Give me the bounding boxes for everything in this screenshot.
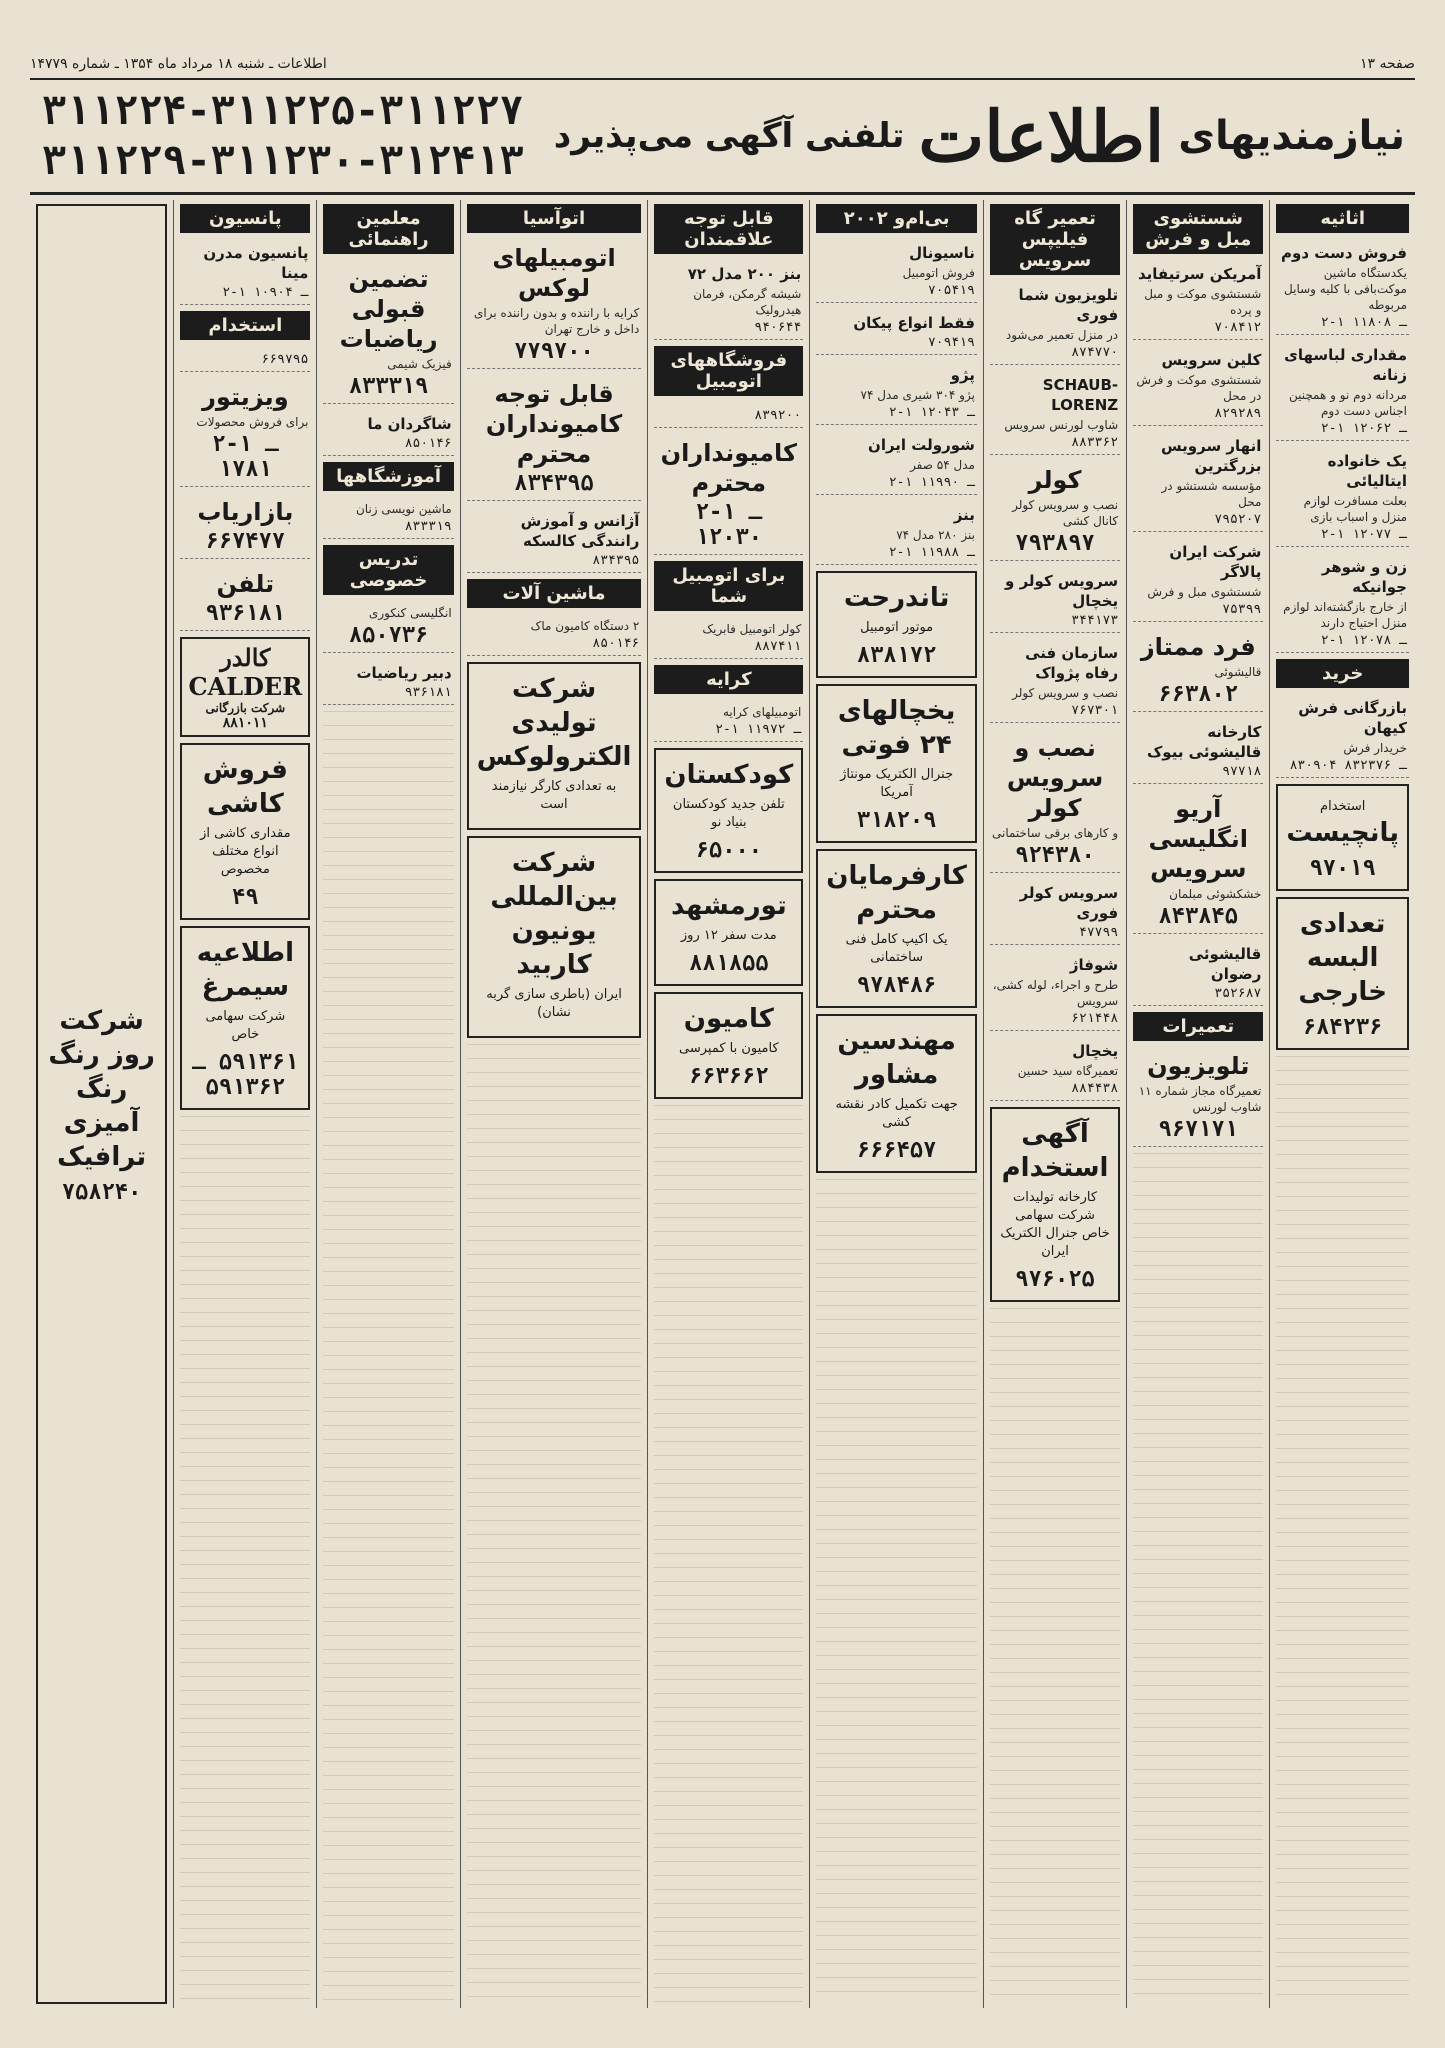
ad-title: بنز ۲۰۰ مدل ۷۲ — [687, 265, 802, 283]
calder-logo — [180, 637, 310, 737]
ad-phone: ۸۳۹۲۰۰ — [754, 408, 802, 423]
kodak-ad — [654, 748, 803, 873]
ad-title: کارخانه قالیشوئی بیوک — [1146, 723, 1262, 761]
classified-ad — [990, 1037, 1120, 1101]
banner-tagline: تلفنی آگهی می‌پذیرد — [553, 116, 905, 156]
classified-ad — [323, 601, 453, 653]
classified-ad — [1276, 553, 1409, 653]
ad-title: کودکستان — [664, 760, 794, 790]
ad-body: خریدار فرش — [1343, 741, 1407, 755]
classified-ad — [1276, 447, 1409, 547]
section-head: برای اتومبیل شما — [654, 561, 803, 611]
ad-phone: ۶۶۶۴۵۷ — [856, 1138, 937, 1163]
ad-phone: ۳۱۸۲۰۹ — [856, 808, 937, 833]
ad-body: یکدستگاه ماشین موکت‌بافی با کلیه وسایل مربوطه — [1284, 266, 1407, 312]
ad-body: مدت سفر ۱۲ روز — [680, 928, 777, 943]
ad-phone: ۴۹ — [232, 885, 259, 910]
ad-phone: ۲-۱ ـ ۱۱۹۷۲ — [715, 722, 802, 737]
ad-phone: ۸۸۷۴۱۱ — [754, 639, 802, 654]
ad-body: کامیون با کمپرسی — [679, 1041, 779, 1056]
ad-phone: ۸۳۳۳۱۹ — [348, 374, 429, 399]
phones-line-2: ۳۱۱۲۲۹-۳۱۱۲۳۰-۳۱۲۴۱۳ — [42, 138, 524, 184]
section-head: فروشگاههای اتومبیل — [654, 346, 803, 396]
column-9 — [30, 200, 173, 2008]
ad-body: شستشوی مبل و فرش — [1147, 585, 1262, 599]
ad-title: پانسیون مدرن مینا — [203, 244, 309, 282]
text-filler — [323, 711, 453, 2004]
section-head: تعمیر گاه فیلیپس سرویس — [990, 204, 1120, 275]
section-head: ماشین آلات — [467, 579, 642, 608]
ad-body: از خارج بازگشته‌اند لوازم منزل احتیاج دارند — [1283, 600, 1407, 630]
classified-ad — [1133, 790, 1263, 934]
classified-ad — [323, 410, 453, 456]
ad-title: فروش دست دوم — [1281, 244, 1407, 262]
ad-body: بعلت مسافرت لوازم منزل و اسباب بازی — [1303, 494, 1407, 524]
ad-title: آریو انگلیسی سرویس — [1148, 795, 1249, 883]
ad-phone: ۸۳۴۳۹۵ — [514, 471, 594, 496]
ad-phone: ۹۲۴۳۸۰ — [1015, 843, 1095, 868]
classified-ad — [1133, 1047, 1263, 1147]
ad-phone: ۸۳۴۳۹۵ — [592, 553, 640, 568]
ad-body: رنگ آمیزی ترافیک — [57, 1073, 147, 1172]
classified-ad — [1133, 432, 1263, 532]
ad-title: مهندسین مشاور — [837, 1026, 956, 1090]
ad-body: ایران (باطری سازی گربه نشان) — [486, 987, 622, 1020]
section-head: کرایه — [654, 665, 803, 694]
classified-ad — [990, 951, 1120, 1031]
text-filler — [816, 1179, 977, 2004]
ad-phone: ۹۷۰۱۹ — [1309, 856, 1376, 881]
ad-title: آژانس و آموزش رانندگی کالسکه — [520, 512, 640, 550]
banner-brand: اطلاعات — [918, 94, 1165, 178]
text-filler — [1276, 1056, 1409, 2004]
ad-title: شرکت روز رنگ — [48, 1005, 155, 1070]
section-head: پانسیون — [180, 204, 310, 233]
ad-phone: ۲-۱ ـ ۱۲۰۷۷ — [1320, 527, 1407, 542]
ad-body: قالیشوئی — [1214, 665, 1262, 679]
banner — [30, 80, 1415, 195]
classified-ad — [180, 493, 310, 559]
ad-title: سرویس کولر فوری — [1019, 884, 1119, 922]
ad-title: کلین سرویس — [1161, 351, 1262, 369]
column-7 — [316, 200, 459, 2008]
ad-phone: ۸۳۸۱۷۲ — [856, 643, 937, 668]
employers-ad — [816, 849, 977, 1008]
section-head: اتوآسیا — [467, 204, 642, 233]
fridge-ad — [816, 684, 977, 843]
ad-title: یخچال — [1072, 1042, 1119, 1060]
ad-phone: ۳۴۴۱۷۳ — [1071, 613, 1119, 628]
ad-title: شرکت بین‌المللی یونیون کاربید — [490, 848, 618, 980]
ad-title: بنز — [953, 506, 975, 524]
column-8 — [173, 200, 316, 2008]
column-6 — [460, 200, 648, 2008]
ad-title: ویزیتور — [202, 383, 289, 411]
tile-sale-ad — [180, 743, 310, 920]
calder-phone: ۸۸۱۰۱۱ — [222, 715, 268, 731]
page-number: صفحه ۱۳ — [1359, 56, 1415, 72]
electrolux-ad — [467, 662, 642, 830]
classified-ad — [990, 371, 1120, 455]
ad-phone: ۷۰۵۴۱۹ — [927, 283, 975, 298]
classified-ad — [1133, 538, 1263, 622]
tour-ad — [654, 879, 803, 986]
classified-ad — [816, 239, 977, 303]
ad-phone: ۹۴۰۶۴۴ — [754, 320, 802, 335]
column-2 — [1126, 200, 1269, 2008]
ad-body: استخدام — [1320, 799, 1366, 814]
classified-ad — [990, 281, 1120, 365]
ad-body: مردانه دوم نو و همچنین اجناس دست دوم — [1288, 388, 1407, 418]
ad-phone: ۸۴۳۸۴۵ — [1158, 904, 1238, 929]
ad-title: تلویزیون — [1147, 1052, 1250, 1080]
classified-ad — [323, 497, 453, 539]
ad-phone: ۹۷۷۱۸ — [1222, 764, 1262, 779]
ad-body: شستشوی موکت و مبل و پرده — [1144, 287, 1262, 317]
classified-ad — [1133, 718, 1263, 784]
ad-phone: ۹۳۶۱۸۱ — [404, 685, 452, 700]
ad-title: شورولت ایران — [868, 436, 975, 454]
phones-line-1: ۳۱۱۲۲۴-۳۱۱۲۲۵-۳۱۱۲۲۷ — [42, 88, 524, 134]
ad-title: کامیون — [683, 1004, 774, 1034]
ad-phone: ۸۷۴۷۷۰ — [1071, 345, 1119, 360]
ad-body: تعمیرگاه مجاز شماره ۱۱ شاوب لورنس — [1138, 1084, 1262, 1114]
ad-body: جنرال الکتریک مونتاژ آمریکا — [840, 767, 954, 800]
column-4 — [809, 200, 983, 2008]
ad-title: نصب و سرویس کولر — [1006, 734, 1104, 822]
hiring-ad — [990, 1107, 1120, 1302]
classified-ad — [816, 501, 977, 565]
ad-phone: ۸۳۳۳۱۹ — [404, 519, 452, 534]
tandarhat-ad — [816, 571, 977, 678]
ad-body: خشکشوئی مبلمان — [1169, 887, 1262, 901]
ad-phone: ۸۵۰۱۴۶ — [592, 636, 640, 651]
ad-title: دبیر ریاضیات — [356, 664, 452, 682]
ad-phone: ۷۵۳۹۹ — [1222, 602, 1262, 617]
ad-phone: ۶۶۷۴۷۷ — [205, 529, 286, 554]
road-paint-ad — [36, 204, 167, 2004]
ad-title: سرویس کولر و یخچال — [1005, 572, 1119, 610]
ad-title: اطلاعیه سیمرغ — [196, 938, 294, 1002]
banner-phones — [30, 86, 524, 186]
classified-ad — [323, 260, 453, 404]
ad-title: ناسیونال — [909, 244, 975, 262]
ad-body: شرکت سهامی خاص — [205, 1009, 286, 1042]
classified-ad — [654, 260, 803, 340]
text-filler — [654, 1105, 803, 2004]
ad-title: تضمین قبولی ریاضیات — [339, 265, 438, 353]
ad-title: شرکت ایران پالاگر — [1169, 543, 1262, 581]
ad-title: SCHAUB-LORENZ — [1042, 376, 1119, 414]
ad-body: فیزیک شیمی — [387, 357, 452, 371]
ad-title: قالیشوئی رضوان — [1188, 945, 1262, 983]
ad-body: تلفن جدید کودکستان بنیاد نو — [672, 797, 785, 830]
ad-phone: ۶۶۹۷۹۵ — [261, 352, 309, 367]
ad-body: ماشین نویسی زنان — [355, 502, 452, 516]
ad-title: یخچالهای ۲۴ فوتی — [837, 696, 956, 760]
ad-body: بنز ۲۸۰ مدل ۷۴ — [896, 528, 975, 542]
ad-phone: ۷۶۷۳۰۱ — [1071, 703, 1119, 718]
ad-phone: ۲-۱ ـ ۱۲۰۴۳ — [888, 405, 975, 420]
banner-prefix: نیازمندیهای — [1178, 113, 1405, 159]
ad-title: تورمشهد — [670, 891, 787, 921]
ad-phone: ۸۸۱۸۵۵ — [689, 951, 769, 976]
ad-phone: ۶۵۰۰۰ — [695, 838, 762, 863]
ad-body: برای فروش محصولات — [196, 415, 309, 429]
ad-phone: ۸۵۰۷۳۶ — [348, 623, 429, 648]
ad-body: انگلیسی کنکوری — [368, 606, 452, 620]
engineer-ad — [816, 1014, 977, 1173]
section-head: استخدام — [180, 311, 310, 340]
ad-title: پژو — [950, 366, 975, 384]
ad-body: شاوب لورنس سرویس — [1004, 418, 1119, 432]
ad-phone: ۸۵۰۱۴۶ — [404, 436, 452, 451]
ad-phone: ۲-۱ ـ ۱۱۹۹۰ — [888, 475, 975, 490]
classified-ad — [990, 567, 1120, 633]
ad-phone: ۷۵۸۲۴۰ — [61, 1179, 142, 1205]
classified-ad — [816, 309, 977, 355]
classified-ad — [1276, 341, 1409, 441]
ad-body: طرح و اجراء، لوله کشی، سرویس — [992, 978, 1119, 1008]
classified-ad — [180, 565, 310, 631]
ad-phone: ۶۶۳۶۶۲ — [689, 1064, 769, 1089]
text-filler — [467, 1044, 642, 2004]
ad-phone: ۲-۱ ـ ۱۲۰۶۲ — [1320, 421, 1407, 436]
truck-ad — [654, 992, 803, 1099]
ad-title: شرکت تولیدی الکترولوکس — [476, 674, 632, 772]
classified-ad — [1276, 694, 1409, 778]
ad-body: کارخانه تولیدات شرکت سهامی خاص جنرال الکتریک ایران — [1000, 1190, 1110, 1259]
ad-phone: ۷۹۳۸۹۷ — [1015, 531, 1095, 556]
ad-title: تاندرحت — [843, 583, 950, 613]
issue-line: اطلاعات ـ شنبه ۱۸ مرداد ماه ۱۳۵۴ ـ شماره ۱۴۷۷۹ — [30, 56, 327, 72]
classified-ad — [1133, 940, 1263, 1006]
ad-body: یک اکیپ کامل فنی ساختمانی — [845, 932, 948, 965]
ad-phone: ۸۸۳۳۶۲ — [1071, 435, 1119, 450]
ad-body: ۲ دستگاه کامیون ماک — [530, 619, 640, 633]
ad-phone: ۷۷۹۷۰۰ — [514, 339, 594, 364]
ad-title: بازاریاب — [197, 498, 294, 526]
ad-body: پژو ۳۰۴ شیری مدل ۷۴ — [860, 388, 975, 402]
ad-phone: ۸۸۴۴۳۸ — [1071, 1081, 1119, 1096]
section-head: شستشوی مبل و فرش — [1133, 204, 1263, 254]
ad-title: کامیونداران محترم — [660, 439, 797, 497]
classified-ad — [1133, 628, 1263, 712]
section-head: اثاثیه — [1276, 204, 1409, 233]
calder-sub: شرکت بازرگانی — [205, 701, 286, 715]
ad-title: انهار سرویس بزرگترین — [1160, 437, 1262, 475]
ad-body: فروش اتومبیل — [902, 266, 975, 280]
ad-phone: ۲-۱ ـ ۱۲۰۷۸ — [1320, 633, 1407, 648]
ad-body: در منزل تعمیر می‌شود — [1005, 328, 1119, 342]
ad-title: کارفرمایان محترم — [826, 861, 967, 925]
classified-ad — [467, 375, 642, 501]
ad-body: کولر اتومبیل فابریک — [702, 622, 802, 636]
section-head: معلمین راهنمائی — [323, 204, 453, 254]
ad-title: مقداری لباسهای زنانه — [1284, 346, 1407, 384]
ad-body: نصب و سرویس کولر کانال کشی — [1012, 498, 1119, 528]
ad-title: فقط انواع پیکان — [853, 314, 975, 332]
ad-body: به تعدادی کارگر نیازمند است — [491, 779, 617, 812]
classified-ad — [816, 361, 977, 425]
classified-ad — [180, 239, 310, 305]
ad-body: موتور اتومبیل — [860, 620, 934, 635]
ad-phone: ۸۲۹۲۸۹ — [1214, 406, 1262, 421]
classified-ad — [180, 346, 310, 372]
ad-title: تعدادی البسه خارجی — [1298, 909, 1387, 1007]
classified-ad — [654, 700, 803, 742]
ad-body: جهت تکمیل کادر نقشه کشی — [835, 1097, 958, 1130]
ad-phone: ۷۰۸۴۱۲ — [1214, 320, 1262, 335]
ad-body: مقداری کاشی از انواع مختلف مخصوص — [200, 826, 291, 877]
ad-phone: ۲-۱ ـ ۱۰۹۰۴ — [222, 285, 309, 300]
section-head: قابل توجه علاقمندان — [654, 204, 803, 254]
text-filler — [990, 1308, 1120, 2004]
ad-phone: ۸۳۰۹۰۴ ـ ۸۳۲۳۷۶ — [1289, 758, 1407, 773]
text-filler — [180, 1116, 310, 2004]
classified-ad — [467, 239, 642, 369]
classified-ad — [1276, 239, 1409, 335]
text-filler — [1133, 1153, 1263, 2004]
ad-body: اتومبیلهای کرایه — [722, 705, 802, 719]
clothing-ad — [1276, 897, 1409, 1050]
ad-body: تعمیرگاه سید حسین — [1017, 1064, 1119, 1078]
classified-ad — [654, 402, 803, 428]
classified-ad — [654, 434, 803, 555]
union-carbide-ad — [467, 836, 642, 1038]
ad-title: سازمان فنی رفاه پژواک — [1025, 644, 1119, 682]
ad-phone: ۲-۱ ـ ۱۲۰۳۰ — [695, 500, 762, 550]
ad-phone: ۶۲۱۴۴۸ — [1071, 1011, 1119, 1026]
ad-title: آگهی استخدام — [1001, 1119, 1109, 1183]
ad-title: تلفن — [216, 570, 275, 598]
ad-body: مؤسسه شستشو در محل — [1161, 479, 1262, 509]
brand-block — [554, 95, 1415, 178]
classified-ad — [990, 729, 1120, 873]
ad-title: اتومبیلهای لوکس — [492, 244, 616, 302]
ad-phone: ۲-۱ ـ ۱۱۹۸۸ — [888, 545, 975, 560]
ad-title: آمریکن سرتیفاید — [1137, 265, 1262, 283]
ad-body: و کارهای برقی ساختمانی — [991, 826, 1119, 840]
classified-ad — [654, 617, 803, 659]
panchist-ad — [1276, 784, 1409, 891]
ad-phone: ۷۹۵۲۰۷ — [1214, 512, 1262, 527]
page-header — [30, 50, 1415, 80]
classified-ad — [990, 879, 1120, 945]
section-head: آموزشگاهها — [323, 462, 453, 491]
classified-ad — [1133, 260, 1263, 340]
ad-phone: ۹۷۸۴۸۶ — [856, 973, 937, 998]
ad-body: کرایه با راننده و بدون راننده برای داخل و خارج تهران — [473, 306, 640, 336]
ad-phone: ۳۵۲۶۸۷ — [1214, 986, 1262, 1001]
section-head: خرید — [1276, 659, 1409, 688]
classified-ad — [467, 614, 642, 656]
ad-phone: ۹۶۷۱۷۱ — [1158, 1117, 1238, 1142]
ad-title: پانچیست — [1286, 818, 1399, 848]
ad-phone: ۲-۱ ـ ۱۱۸۰۸ — [1320, 315, 1407, 330]
ad-title: بازرگانی فرش کیهان — [1298, 699, 1407, 737]
ad-phone: ۷۰۹۴۱۹ — [927, 335, 975, 350]
ad-phone: ۶۶۳۸۰۲ — [1158, 682, 1238, 707]
ad-title: کولر — [1028, 466, 1082, 494]
ad-title: شاگردان ما — [367, 415, 452, 433]
column-5 — [647, 200, 809, 2008]
classified-ad — [180, 378, 310, 487]
section-head: بی‌ام‌و ۲۰۰۲ — [816, 204, 977, 233]
column-3 — [983, 200, 1126, 2008]
ad-phone: ۶۸۴۲۳۶ — [1302, 1015, 1383, 1040]
ad-title: تلویزیون شما فوری — [1018, 286, 1119, 324]
ad-body: شیشه گرمکن، فرمان هیدرولیک — [693, 287, 802, 317]
ad-phone: ۹۳۶۱۸۱ — [205, 601, 286, 626]
ad-title: فروش کاشی — [202, 755, 288, 819]
ad-phone: ۲-۱ ـ ۱۷۸۱ — [212, 432, 279, 482]
ad-title: یک خانواده ایتالیائی — [1327, 452, 1407, 490]
ad-title: فرد ممتاز — [1140, 633, 1256, 661]
classified-ad — [1133, 346, 1263, 426]
section-head: تعمیرات — [1133, 1012, 1263, 1041]
ad-body: نصب و سرویس کولر — [1012, 686, 1119, 700]
section-head: تدریس خصوصی — [323, 545, 453, 595]
ad-body: مدل ۵۴ صفر — [910, 458, 975, 472]
classified-ad — [467, 507, 642, 573]
classified-ad — [990, 639, 1120, 723]
ad-title: شوفاژ — [1069, 956, 1119, 974]
classified-ad — [990, 461, 1120, 561]
column-1 — [1269, 200, 1415, 2008]
ad-body: شستشوی موکت و فرش در محل — [1136, 373, 1262, 403]
classified-ad — [323, 659, 453, 705]
simorgh-ad — [180, 926, 310, 1110]
ad-phone: ۹۷۶۰۲۵ — [1015, 1267, 1095, 1292]
ad-phone: ۴۷۷۹۹ — [1079, 925, 1119, 940]
classified-columns — [30, 200, 1415, 2008]
classified-ad — [816, 431, 977, 495]
calder-name: کالدر CALDER — [188, 643, 303, 701]
ad-title: قابل توجه کامیونداران محترم — [485, 380, 623, 468]
ad-title: زن و شوهر جوانیکه — [1321, 558, 1407, 596]
ad-phone: ۵۹۱۳۶۱ ـ ۵۹۱۳۶۲ — [192, 1050, 299, 1100]
